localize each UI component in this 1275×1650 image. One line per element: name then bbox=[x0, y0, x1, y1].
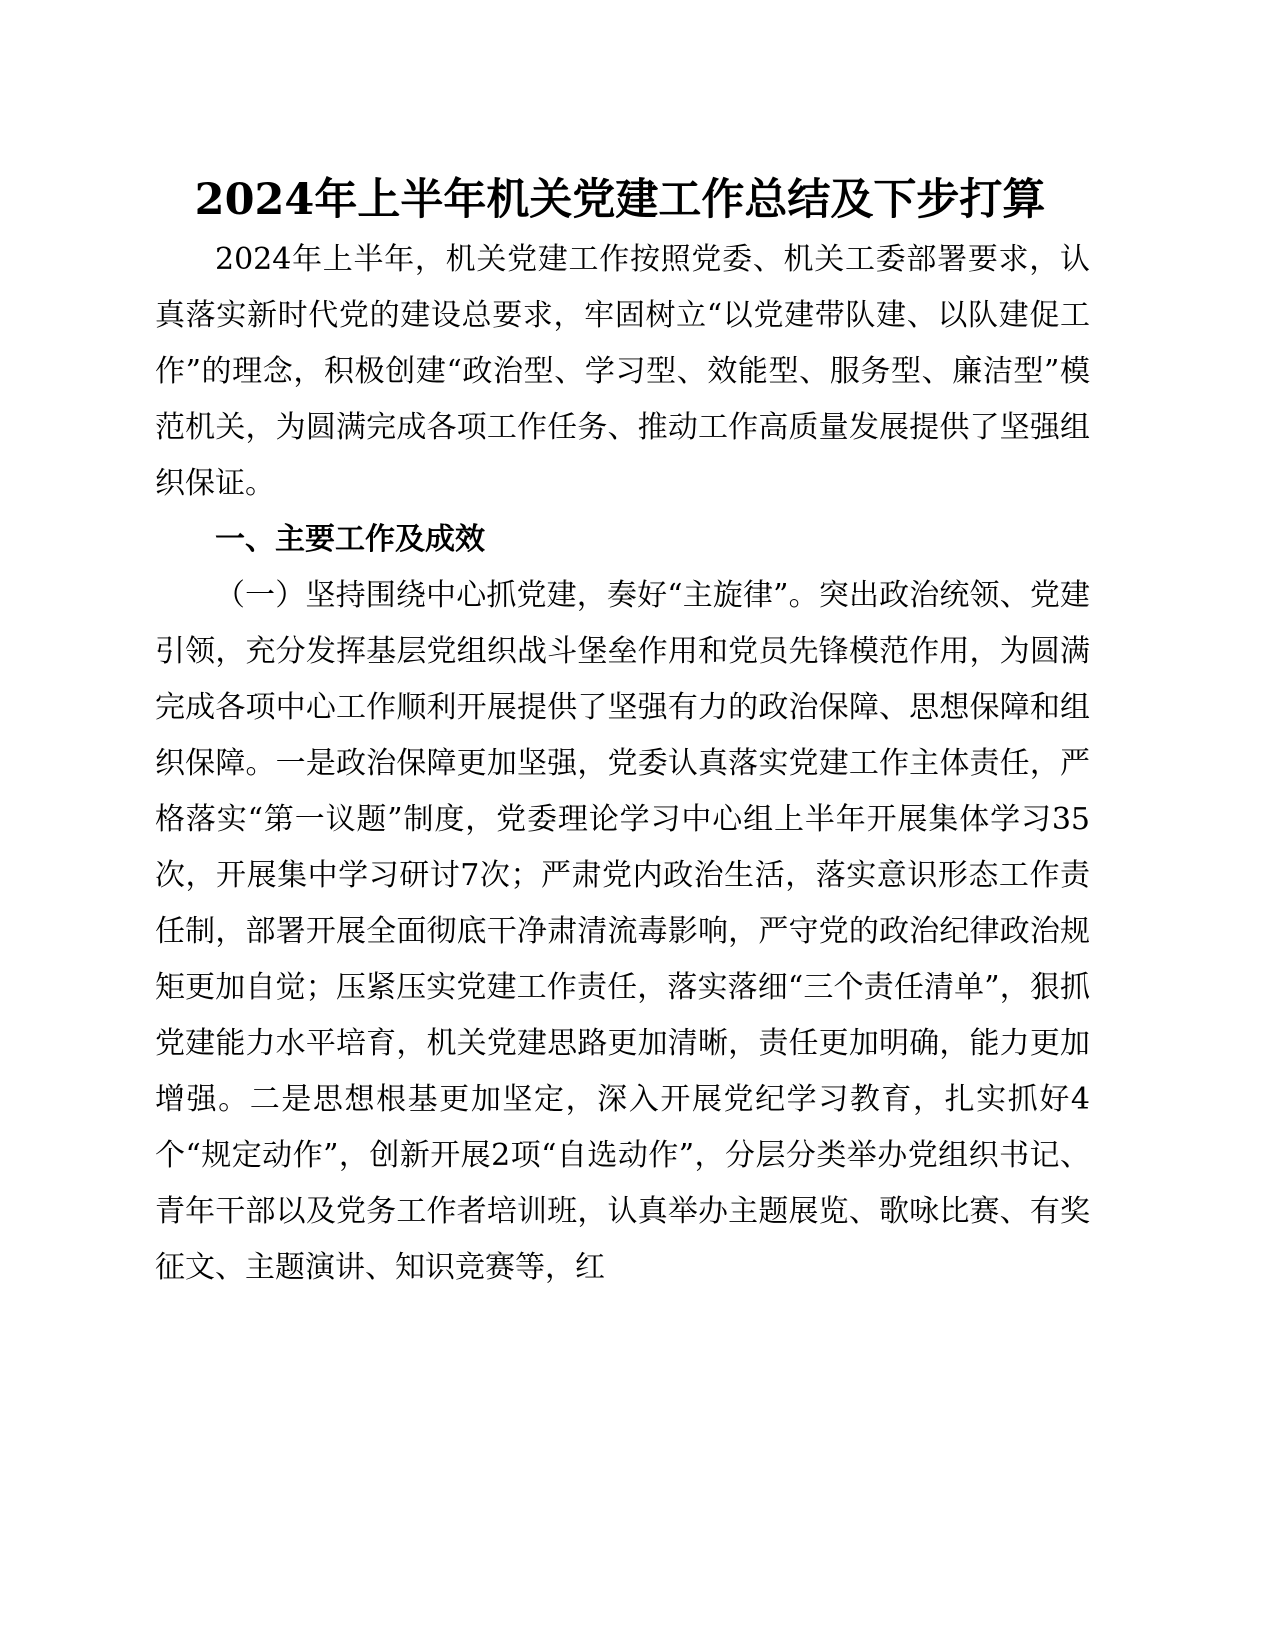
document-title: 2024年上半年机关党建工作总结及下步打算 bbox=[194, 175, 1046, 225]
document-body bbox=[155, 232, 1090, 1296]
section-heading: 一、主要工作及成效 bbox=[215, 522, 485, 557]
body-paragraph: （一）坚持围绕中心抓党建，奏好“主旋律”。突出政治统领、党建引领，充分发挥基层党组织战斗堡垒作用和党员先锋模范作用，为圆满完成各项中心工作顺利开展提供了坚强有力的政治保障、思想保障和组织保障。一是政治保障更加坚强，党委认真落实党建工作主体责任，严格落实“第一议题”制度，党委理论学习中心组上半年开展集体学习35次，开展集中学习研讨7次；严肃党内政治生活，落实意识形态工作责任制，部署开展全面彻底干净肃清流毒影响，严守党的政治纪律政治规矩更加自觉；压紧压实党建工作责任，落实落细“三个责任清单”，狠抓党建能力水平培育，机关党建思路更加清晰，责任更加明确，能力更加增强。二是思想根基更加坚定，深入开展党纪学习教育，扎实抓好4个“规定动作”，创新开展2项“自选动作”，分层分类举办党组织书记、青年干部以及党务工作者培训班，认真举办主题展览、歌咏比赛、有奖征文、主题演讲、知识竞赛等，红 bbox=[155, 578, 1090, 1285]
intro-paragraph: 2024年上半年，机关党建工作按照党委、机关工委部署要求，认真落实新时代党的建设总要求，牢固树立“以党建带队建、以队建促工作”的理念，积极创建“政治型、学习型、效能型、服务型、廉洁型”模范机关，为圆满完成各项工作任务、推动工作高质量发展提供了坚强组织保证。 bbox=[155, 242, 1090, 501]
